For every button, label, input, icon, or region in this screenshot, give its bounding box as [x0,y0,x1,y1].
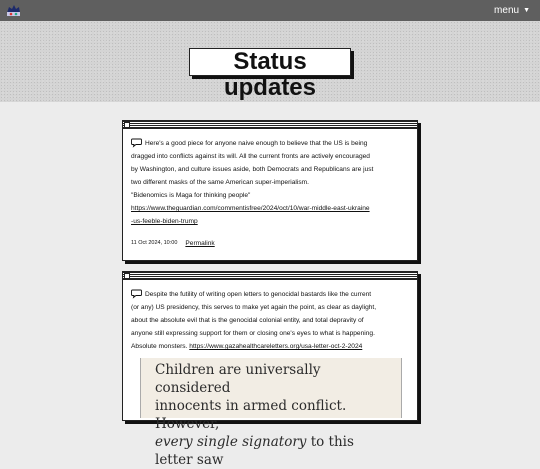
post-text [131,288,409,353]
post-body [123,129,417,248]
post-text-line: two different masks of the same American super-imperialism. [131,179,309,186]
post-text-line: Here's a good piece for anyone naive enough to believe that the US is being [145,140,368,147]
post-header-bar [123,121,417,129]
post-text [131,137,409,228]
excerpt-line: Children are universally considered [155,362,321,396]
post-text-line: about the absolute evil that is the genocidal colonial entity, and total depravity of [131,317,364,324]
post-window-box-icon [124,273,130,279]
post-date: 11 Oct 2024, 10:00 [131,239,178,246]
post-text-line: anyone still expressing support for them or closing one's eyes to what is happening. [131,330,375,337]
permalink-link[interactable]: Permalink [185,239,215,247]
excerpt-line: innocents in armed conflict. However, [155,398,347,432]
caret-down-icon: ▼ [523,7,530,14]
menu-label: menu [494,5,520,16]
post-meta [131,238,409,248]
page-title: Status updates [189,48,351,76]
post-header-bar [123,272,417,280]
status-post [122,271,418,468]
speech-bubble-icon [131,289,142,298]
post-text-line: by Washington, and culture issues aside, both Democrats and Republicans are just [131,166,374,173]
speech-bubble-icon [131,138,142,147]
excerpt-line: every single signatory to this letter saw [155,434,354,468]
status-post [122,120,418,261]
post-body [123,280,417,353]
hero-banner [0,21,540,102]
post-text-line: Absolute monsters. [131,343,188,350]
article-link[interactable]: https://www.theguardian.com/commentisfree/2024/oct/10/war-middle-east-ukraine -us-feeble-biden-trump [131,205,370,225]
post-text-line: dragged into conflicts against its will. All the current fronts are actively encouraged [131,153,370,160]
letter-excerpt-image[interactable] [140,358,402,468]
site-logo-icon[interactable] [5,4,21,17]
post-text-line: "Bidenomics is Maga for thinking people" [131,192,251,199]
letter-link[interactable]: https://www.gazahealthcareletters.org/usa-letter-oct-2-2024 [189,343,363,350]
top-navigation-bar [0,0,540,21]
post-text-line: Despite the futility of writing open letters to genocidal bastards like the current [145,291,372,298]
menu-button[interactable] [494,5,530,16]
post-window-box-icon [124,122,130,128]
post-text-line: (or any) US presidency, this serves to make yet again the point, as clear as daylight, [131,304,377,311]
